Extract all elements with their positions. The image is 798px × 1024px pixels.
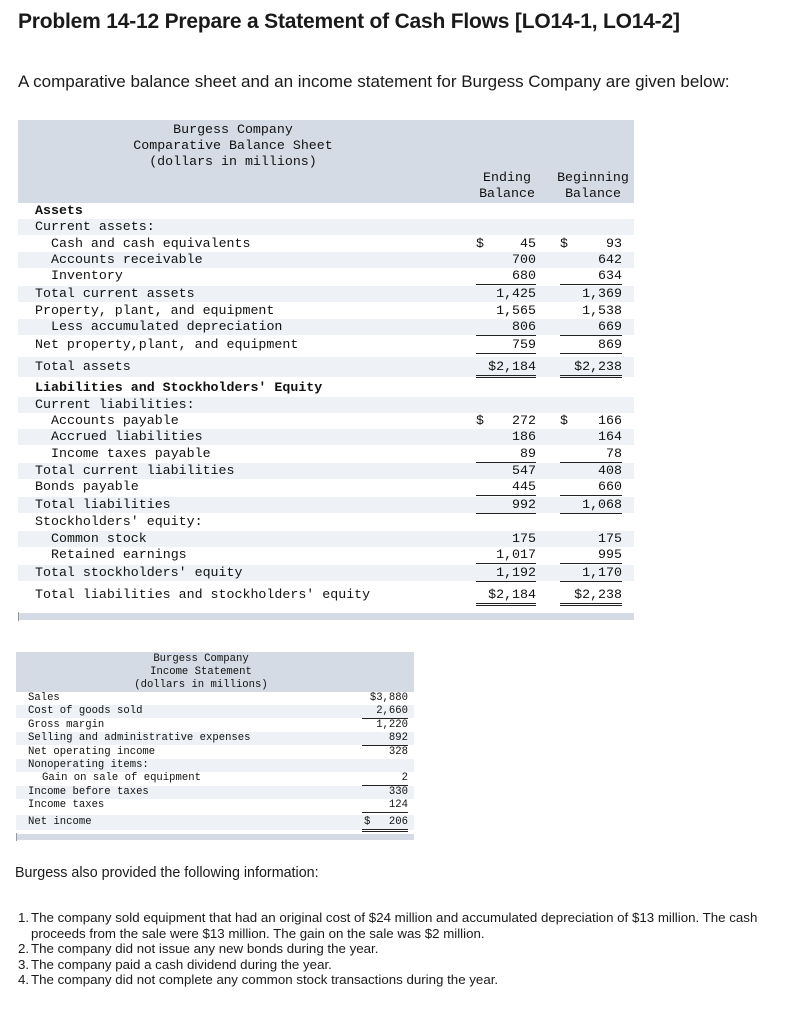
row-label: Total current assets	[35, 286, 195, 301]
list-text: The company sold equipment that had an original cost of $24 million and accumulated depreciation of $13 million. The cash proceeds from the sale were $13 million. The gain on the sale was $2 million.	[31, 910, 758, 941]
additional-info-heading: Burgess also provided the following information:	[15, 865, 319, 881]
col-ending-2: Balance	[479, 186, 535, 201]
table-row	[16, 705, 414, 718]
table-row	[18, 585, 634, 605]
currency-symbol: $	[476, 236, 484, 251]
table-row	[18, 463, 634, 479]
list-text: The company paid a cash dividend during the year.	[31, 956, 332, 972]
ending-value: 272	[512, 413, 536, 428]
row-value: 892	[388, 732, 408, 744]
row-label: Cost of goods sold	[28, 705, 143, 717]
row-label: Sales	[28, 692, 60, 704]
table-row	[16, 732, 414, 745]
row-label: Property, plant, and equipment	[35, 303, 275, 318]
row-label: Current liabilities:	[35, 397, 195, 412]
table-row	[18, 446, 634, 462]
beginning-value: 869	[598, 337, 622, 352]
col-beginning-2: Balance	[565, 186, 621, 201]
list-number: 2.	[18, 941, 30, 957]
beginning-value: 1,170	[582, 565, 622, 580]
table-row	[16, 692, 414, 705]
income-statement-table	[16, 652, 414, 840]
row-value: 330	[388, 786, 408, 798]
col-beginning-1: Beginning	[557, 170, 629, 185]
table-row	[18, 514, 634, 530]
ending-value: 547	[512, 463, 536, 478]
row-label: Assets	[35, 203, 83, 218]
table-footer-bar	[18, 613, 634, 620]
row-label: Nonoperating items:	[28, 759, 149, 771]
beginning-value: 634	[598, 268, 622, 283]
row-label: Net property,plant, and equipment	[35, 337, 299, 352]
row-label: Accounts receivable	[51, 252, 203, 267]
table-row	[18, 303, 634, 319]
beginning-value: 175	[598, 531, 622, 546]
info-list	[18, 910, 793, 988]
list-item	[18, 957, 793, 973]
beginning-value: 78	[606, 446, 622, 461]
table-row	[16, 799, 414, 812]
beginning-value: $2,238	[574, 587, 622, 602]
bs-company: Burgess Company	[173, 122, 293, 137]
list-number: 3.	[18, 956, 30, 972]
table-row	[16, 772, 414, 785]
list-item	[18, 941, 793, 957]
currency-symbol: $	[364, 816, 371, 828]
ending-value: 1,425	[496, 286, 536, 301]
row-label: Less accumulated depreciation	[51, 319, 283, 334]
bs-name: Comparative Balance Sheet	[133, 138, 333, 153]
row-label: Total stockholders' equity	[35, 565, 243, 580]
ending-value: 680	[512, 268, 536, 283]
row-label: Accrued liabilities	[51, 429, 203, 444]
row-label: Retained earnings	[51, 547, 187, 562]
row-value: 124	[388, 799, 408, 811]
row-label: Selling and administrative expenses	[28, 732, 251, 744]
is-units: (dollars in millions)	[134, 679, 268, 691]
beginning-value: 1,369	[582, 286, 622, 301]
row-label: Net income	[28, 816, 92, 828]
row-label: Total current liabilities	[35, 463, 235, 478]
row-label: Cash and cash equivalents	[51, 236, 251, 251]
ending-value: 89	[520, 446, 536, 461]
table-row	[18, 252, 634, 268]
row-label: Common stock	[51, 531, 147, 546]
page-title: Problem 14-12 Prepare a Statement of Cash Flows [LO14-1, LO14-2]	[18, 10, 680, 33]
ending-value: 1,017	[496, 547, 536, 562]
row-label: Income taxes payable	[51, 446, 211, 461]
table-row	[18, 357, 634, 377]
balance-sheet-table	[18, 120, 634, 620]
table-footer-bar	[16, 834, 414, 840]
is-name: Income Statement	[150, 666, 252, 678]
row-value: 2,660	[376, 705, 408, 717]
row-value: 1,220	[376, 719, 408, 731]
table-row	[18, 203, 634, 219]
table-row	[16, 746, 414, 759]
currency-symbol: $	[476, 413, 484, 428]
table-row	[16, 786, 414, 799]
table-row	[18, 337, 634, 353]
table-row	[18, 429, 634, 445]
ending-value: 700	[512, 252, 536, 267]
row-label: Gross margin	[28, 719, 105, 731]
beginning-value: 93	[606, 236, 622, 251]
table-row	[18, 565, 634, 581]
balance-sheet-header	[18, 120, 634, 203]
beginning-value: 166	[598, 413, 622, 428]
row-value: 206	[388, 816, 408, 828]
table-row	[18, 531, 634, 547]
row-label: Income taxes	[28, 799, 105, 811]
row-label: Net operating income	[28, 746, 156, 758]
ending-value: 806	[512, 319, 536, 334]
beginning-value: 642	[598, 252, 622, 267]
beginning-value: 1,068	[582, 497, 622, 512]
table-row	[18, 547, 634, 563]
table-row	[18, 236, 634, 252]
list-number: 1.	[18, 910, 30, 925]
table-row	[18, 219, 634, 235]
row-label: Stockholders' equity:	[35, 514, 203, 529]
intro-text: A comparative balance sheet and an income statement for Burgess Company are given below:	[18, 72, 730, 91]
ending-value: 759	[512, 337, 536, 352]
row-label: Total liabilities and stockholders' equity	[35, 587, 371, 602]
ending-value: 445	[512, 479, 536, 494]
beginning-value: 669	[598, 319, 622, 334]
list-text: The company did not complete any common stock transactions during the year.	[31, 972, 499, 988]
currency-symbol: $	[560, 236, 568, 251]
list-item	[18, 910, 793, 941]
table-row	[18, 380, 634, 396]
row-value: $3,880	[369, 692, 408, 704]
ending-value: 1,192	[496, 565, 536, 580]
row-label: Accounts payable	[51, 413, 179, 428]
beginning-value: 995	[598, 547, 622, 562]
table-row	[18, 397, 634, 413]
row-label: Current assets:	[35, 219, 155, 234]
row-value: 2	[401, 772, 408, 784]
table-row	[16, 815, 414, 830]
bs-units: (dollars in millions)	[149, 154, 317, 169]
beginning-value: 660	[598, 479, 622, 494]
ending-value: 992	[512, 497, 536, 512]
row-value: 328	[388, 746, 408, 758]
beginning-value: 1,538	[582, 303, 622, 318]
row-label: Gain on sale of equipment	[42, 772, 201, 784]
row-label: Income before taxes	[28, 786, 149, 798]
table-row	[18, 268, 634, 284]
ending-value: 186	[512, 429, 536, 444]
row-label: Inventory	[51, 268, 123, 283]
ending-value: $2,184	[488, 587, 536, 602]
currency-symbol: $	[560, 413, 568, 428]
col-ending-1: Ending	[483, 170, 531, 185]
income-statement-header	[16, 652, 414, 692]
ending-value: $2,184	[488, 359, 536, 374]
table-footer-edge	[18, 612, 19, 621]
table-footer-edge	[16, 833, 17, 841]
beginning-value: $2,238	[574, 359, 622, 374]
ending-value: 45	[520, 236, 536, 251]
table-row	[18, 479, 634, 495]
ending-value: 1,565	[496, 303, 536, 318]
beginning-value: 408	[598, 463, 622, 478]
beginning-value: 164	[598, 429, 622, 444]
table-row	[16, 719, 414, 732]
row-label: Total assets	[35, 359, 131, 374]
list-text: The company did not issue any new bonds during the year.	[31, 941, 379, 957]
list-number: 4.	[18, 972, 30, 988]
row-label: Bonds payable	[35, 479, 139, 494]
row-label: Total liabilities	[35, 497, 171, 512]
table-row	[18, 497, 634, 513]
ending-value: 175	[512, 531, 536, 546]
table-row	[18, 319, 634, 335]
table-row	[18, 413, 634, 429]
is-company: Burgess Company	[153, 653, 249, 665]
list-item	[18, 972, 793, 988]
table-row	[16, 759, 414, 772]
table-row	[18, 286, 634, 302]
row-label: Liabilities and Stockholders' Equity	[35, 380, 323, 395]
